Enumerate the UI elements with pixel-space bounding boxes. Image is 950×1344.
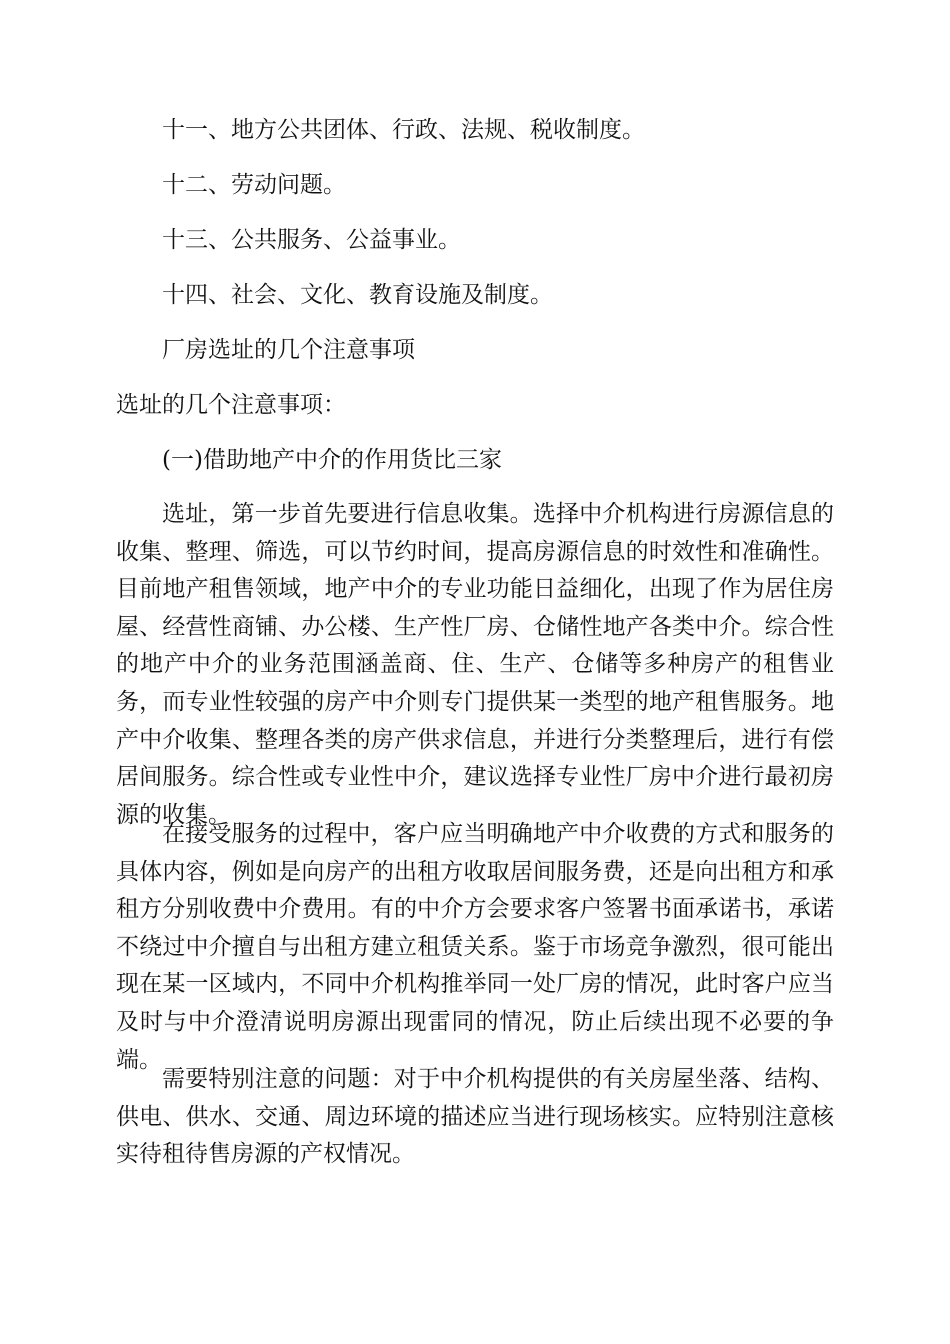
subheading: (一)借助地产中介的作用货比三家 (162, 447, 502, 473)
paragraph: 在接受服务的过程中，客户应当明确地产中介收费的方式和服务的具体内容，例如是向房产的出租方收取居间服务费，还是向出租方和承租方分别收费中介费用。有的中介方会要求客户签署书面承诺书，承诺不绕过中介擅自与出租方建立租赁关系。鉴于市场竞争激烈，很可能出现在某一区域内，不同中介机构推举同一处厂房的情况，此时客户应当及时与中介澄清说明房源出现雷同的情况，防止后续出现不必要的争端。 (116, 821, 834, 1073)
intro-text: 选址的几个注意事项： (116, 392, 346, 418)
paragraph: 选址，第一步首先要进行信息收集。选择中介机构进行房源信息的收集、整理、筛选，可以节约时间，提高房源信息的时效性和准确性。目前地产租售领域，地产中介的专业功能日益细化，出现了作为居住房屋、经营性商铺、办公楼、生产性厂房、仓储性地产各类中介。综合性的地产中介的业务范围涵盖商、住、生产、仓储等多种房产的租售业务，而专业性较强的房产中介则专门提供某一类型的地产租售服务。地产中介收集、整理各类的房产供求信息，并进行分类整理后，进行有偿居间服务。综合性或专业性中介，建议选择专业性厂房中介进行最初房源的收集。 (116, 501, 834, 828)
list-item: 十一、地方公共团体、行政、法规、税收制度。 (162, 117, 645, 143)
list-item: 十三、公共服务、公益事业。 (162, 227, 461, 253)
list-item: 十四、社会、文化、教育设施及制度。 (162, 282, 553, 308)
section-title: 厂房选址的几个注意事项 (162, 337, 415, 363)
list-item: 十二、劳动问题。 (162, 172, 346, 198)
paragraph: 需要特别注意的问题：对于中介机构提供的有关房屋坐落、结构、供电、供水、交通、周边环境的描述应当进行现场核实。应特别注意核实待租待售房源的产权情况。 (116, 1066, 834, 1168)
